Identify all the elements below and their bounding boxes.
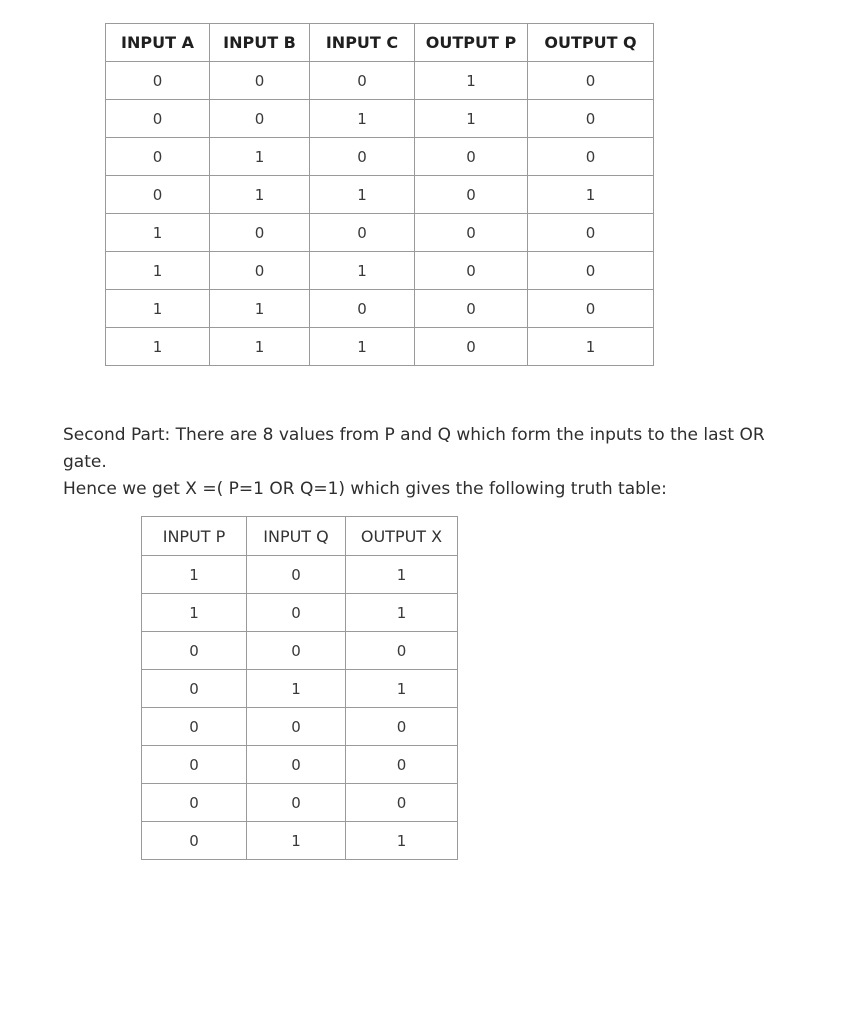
table-cell: 0 xyxy=(210,252,310,290)
table-cell: 0 xyxy=(142,708,247,746)
header-input-p: INPUT P xyxy=(142,517,247,556)
table-row xyxy=(142,822,458,860)
table-cell: 0 xyxy=(528,62,654,100)
table-cell: 0 xyxy=(106,138,210,176)
table-cell: 0 xyxy=(415,176,528,214)
table-cell: 1 xyxy=(106,290,210,328)
table-cell: 1 xyxy=(415,100,528,138)
table-cell: 1 xyxy=(346,670,458,708)
table-row xyxy=(142,670,458,708)
table-cell: 0 xyxy=(310,138,415,176)
table-row xyxy=(142,784,458,822)
table-cell: 1 xyxy=(106,328,210,366)
table-row xyxy=(142,594,458,632)
table-row xyxy=(142,708,458,746)
table-cell: 1 xyxy=(310,328,415,366)
table-row xyxy=(106,252,654,290)
table-row xyxy=(142,746,458,784)
table-cell: 0 xyxy=(528,252,654,290)
table-cell: 1 xyxy=(528,328,654,366)
table-cell: 0 xyxy=(210,62,310,100)
table-cell: 0 xyxy=(346,784,458,822)
table-cell: 1 xyxy=(106,252,210,290)
table-cell: 1 xyxy=(310,176,415,214)
table-cell: 0 xyxy=(210,214,310,252)
table-row xyxy=(106,100,654,138)
table-row xyxy=(106,214,654,252)
header-output-p: OUTPUT P xyxy=(415,24,528,62)
table-row xyxy=(106,62,654,100)
second-part-paragraph: Second Part: There are 8 values from P and Q which form the inputs to the last OR gate. xyxy=(63,425,765,472)
truth-table-pq xyxy=(141,516,458,860)
table-cell: 0 xyxy=(142,822,247,860)
table-cell: 0 xyxy=(247,708,346,746)
table-cell: 1 xyxy=(210,176,310,214)
table-cell: 1 xyxy=(346,822,458,860)
table-cell: 0 xyxy=(106,62,210,100)
table-cell: 0 xyxy=(310,214,415,252)
table-cell: 1 xyxy=(346,556,458,594)
header-input-a: INPUT A xyxy=(106,24,210,62)
table-cell: 0 xyxy=(346,746,458,784)
table-row xyxy=(142,556,458,594)
table-cell: 0 xyxy=(310,290,415,328)
table-cell: 0 xyxy=(247,632,346,670)
header-input-b: INPUT B xyxy=(210,24,310,62)
truth-table-abc xyxy=(105,23,654,366)
hence-paragraph: Hence we get X =( P=1 OR Q=1) which gives the following truth table: xyxy=(63,479,667,499)
table-cell: 0 xyxy=(528,290,654,328)
table-cell: 0 xyxy=(142,670,247,708)
table-cell: 1 xyxy=(210,138,310,176)
table-cell: 0 xyxy=(415,290,528,328)
table-cell: 1 xyxy=(247,822,346,860)
header-output-q: OUTPUT Q xyxy=(528,24,654,62)
table-cell: 0 xyxy=(142,746,247,784)
table-cell: 1 xyxy=(247,670,346,708)
table-cell: 1 xyxy=(415,62,528,100)
table-cell: 0 xyxy=(247,784,346,822)
table-cell: 0 xyxy=(415,138,528,176)
table-cell: 0 xyxy=(106,100,210,138)
table-cell: 0 xyxy=(415,328,528,366)
table-cell: 0 xyxy=(247,746,346,784)
table-row xyxy=(106,290,654,328)
table-row xyxy=(106,176,654,214)
table-cell: 0 xyxy=(415,252,528,290)
table-cell: 0 xyxy=(106,176,210,214)
table-row xyxy=(106,328,654,366)
table-cell: 0 xyxy=(415,214,528,252)
table-cell: 0 xyxy=(210,100,310,138)
table-cell: 1 xyxy=(310,100,415,138)
header-input-c: INPUT C xyxy=(310,24,415,62)
table-cell: 1 xyxy=(142,594,247,632)
table-cell: 0 xyxy=(247,556,346,594)
table-row xyxy=(106,138,654,176)
table-cell: 1 xyxy=(528,176,654,214)
table-cell: 0 xyxy=(142,632,247,670)
table-row xyxy=(142,632,458,670)
table-cell: 1 xyxy=(346,594,458,632)
header-input-q: INPUT Q xyxy=(247,517,346,556)
table-cell: 0 xyxy=(528,138,654,176)
table-cell: 0 xyxy=(528,214,654,252)
table-cell: 0 xyxy=(346,632,458,670)
table-header-row xyxy=(142,517,458,556)
table-cell: 0 xyxy=(142,784,247,822)
table-cell: 1 xyxy=(210,328,310,366)
header-output-x: OUTPUT X xyxy=(346,517,458,556)
table-cell: 1 xyxy=(310,252,415,290)
table-cell: 0 xyxy=(247,594,346,632)
table-cell: 0 xyxy=(310,62,415,100)
table-header-row xyxy=(106,24,654,62)
table-cell: 1 xyxy=(106,214,210,252)
table-cell: 1 xyxy=(142,556,247,594)
table-cell: 0 xyxy=(528,100,654,138)
table-cell: 0 xyxy=(346,708,458,746)
table-cell: 1 xyxy=(210,290,310,328)
